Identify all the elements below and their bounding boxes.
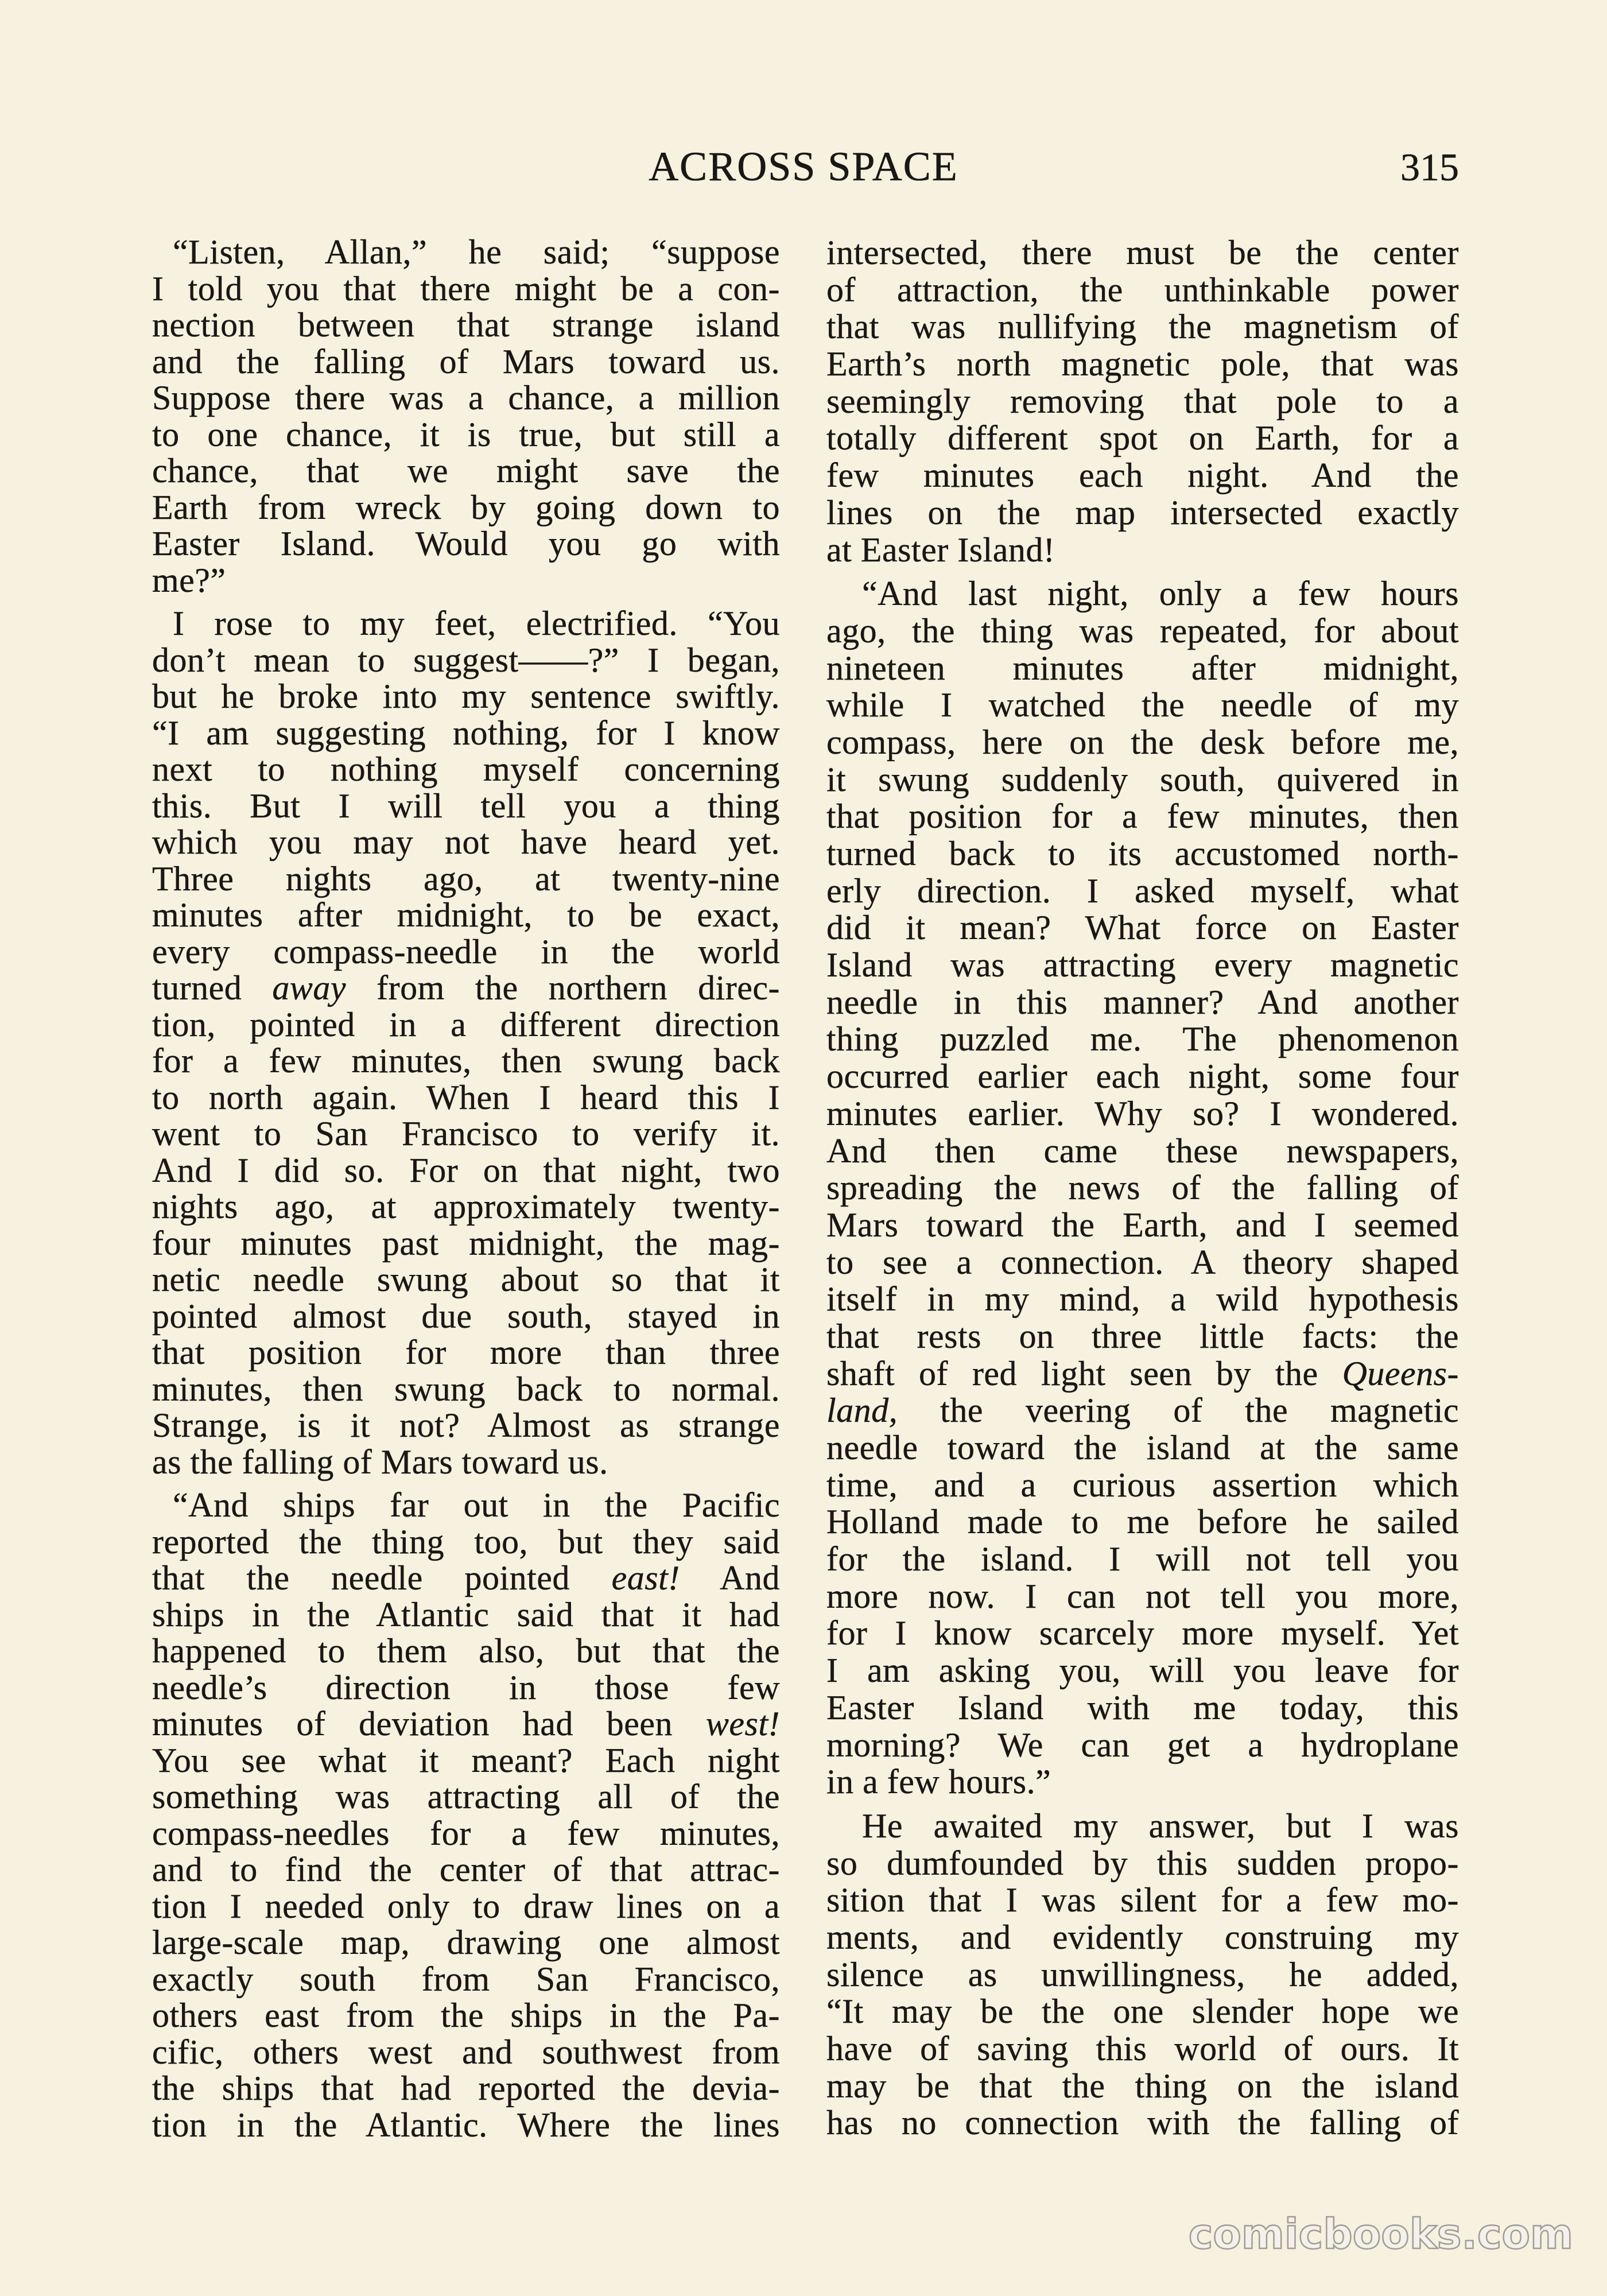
text-line: “Listen, Allan,” he said; “suppose: [173, 233, 780, 271]
text-line: and to find the center of that attrac-: [152, 1851, 780, 1888]
text-line: went to San Francisco to verify it.: [152, 1115, 780, 1153]
text-line: “It may be the one slender hope we: [826, 1992, 1459, 2031]
text-run: shaft of red light seen by the: [826, 1354, 1342, 1393]
text-line: “I am suggesting nothing, for I know: [152, 713, 780, 752]
text-line: for I know scarcely more myself. Yet: [826, 1614, 1459, 1653]
text-line: happened to them also, but that the: [152, 1632, 780, 1670]
text-line: Strange, is it not? Almost as strange: [152, 1406, 780, 1444]
italic-text: west!: [705, 1705, 780, 1743]
text-line: seemingly removing that pole to a: [826, 382, 1459, 420]
text-line: ships in the Atlantic said that it had: [152, 1595, 780, 1634]
text-line: nights ago, at approximately twenty-: [152, 1188, 780, 1225]
text-line: nineteen minutes after midnight,: [826, 649, 1459, 687]
text-line: the ships that had reported the devia-: [152, 2069, 780, 2107]
text-line: Earth’s north magnetic pole, that was: [826, 345, 1459, 383]
text-line: in a few hours.”: [826, 1763, 1051, 1801]
italic-text: Queens-: [1342, 1354, 1459, 1393]
text-line: sition that I was silent for a few mo-: [826, 1881, 1459, 1919]
text-line: tion I needed only to draw lines on a: [152, 1887, 780, 1925]
running-head: ACROSS SPACE: [649, 144, 958, 189]
paragraph: [152, 1487, 780, 2143]
text-line: spreading the news of the falling of: [826, 1169, 1459, 1207]
text-line: [826, 1355, 1459, 1393]
text-line: large-scale map, drawing one almost: [152, 1923, 780, 1961]
text-line: [152, 1560, 780, 1597]
text-line: occurred earlier each night, some four: [826, 1057, 1459, 1096]
left-column: [152, 234, 780, 2143]
text-line: me?”: [152, 561, 226, 599]
text-line: of attraction, the unthinkable power: [826, 270, 1459, 309]
text-line: minutes, then swung back to normal.: [152, 1370, 780, 1408]
text-line: to one chance, it is true, but still a: [152, 415, 780, 453]
text-line: reported the thing too, but they said: [152, 1522, 780, 1561]
paragraph: [152, 606, 780, 1480]
text-line: thing puzzled me. The phenomenon: [826, 1020, 1459, 1058]
text-line: compass, here on the desk before me,: [826, 723, 1459, 761]
text-line: Island was attracting every magnetic: [826, 946, 1459, 984]
paragraph: [826, 234, 1459, 568]
right-column: [826, 234, 1459, 2142]
text-line: and the falling of Mars toward us.: [152, 342, 780, 381]
text-run: turned: [152, 969, 273, 1007]
text-line: while I watched the needle of my: [826, 686, 1459, 724]
text-run: And: [680, 1559, 780, 1597]
text-line: chance, that we might save the: [152, 452, 780, 490]
text-line: which you may not have heard yet.: [152, 823, 780, 861]
text-line: itself in my mind, a wild hypothesis: [826, 1280, 1459, 1318]
text-line: totally different spot on Earth, for a: [826, 419, 1459, 457]
text-line: exactly south from San Francisco,: [152, 1960, 780, 1998]
text-line: lines on the map intersected exactly: [826, 493, 1459, 532]
text-line: every compass-needle in the world: [152, 932, 780, 971]
text-line: time, and a curious assertion which: [826, 1465, 1459, 1504]
text-line: so dumfounded by this sudden propo-: [826, 1844, 1459, 1882]
text-line: silence as unwillingness, he added,: [826, 1955, 1459, 1994]
text-line: that position for a few minutes, then: [826, 797, 1459, 836]
paragraph: [826, 575, 1459, 1801]
text-line: “And ships far out in the Pacific: [173, 1486, 780, 1524]
text-line: Easter Island. Would you go with: [152, 525, 780, 563]
text-line: compass-needles for a few minutes,: [152, 1814, 780, 1852]
text-line: tion in the Atlantic. Where the lines: [152, 2105, 780, 2144]
text-line: morning? We can get a hydroplane: [826, 1725, 1459, 1764]
text-line: but he broke into my sentence swiftly.: [152, 677, 780, 715]
text-line: ago, the thing was repeated, for about: [826, 611, 1459, 650]
text-line: You see what it meant? Each night: [152, 1741, 780, 1779]
italic-text: east!: [611, 1559, 680, 1597]
text-line: And I did so. For on that night, two: [152, 1151, 780, 1189]
text-line: at Easter Island!: [826, 530, 1055, 569]
text-line: as the falling of Mars toward us.: [152, 1442, 608, 1481]
text-line: needle in this manner? And another: [826, 983, 1459, 1021]
paragraph: [826, 1808, 1459, 2142]
text-line: that was nullifying the magnetism of: [826, 308, 1459, 346]
text-line: needle toward the island at the same: [826, 1429, 1459, 1467]
text-line: intersected, there must be the center: [826, 234, 1459, 272]
text-line: And then came these newspapers,: [826, 1131, 1459, 1170]
text-line: Mars toward the Earth, and I seemed: [826, 1205, 1459, 1244]
text-run: that the needle pointed: [152, 1559, 612, 1597]
text-line: ments, and evidently construing my: [826, 1918, 1459, 1956]
text-line: erly direction. I asked myself, what: [826, 871, 1459, 910]
text-line: [152, 1706, 780, 1743]
text-line: that rests on three little facts: the: [826, 1317, 1459, 1355]
text-line: don’t mean to suggest——?” I began,: [152, 641, 780, 679]
text-line: to north again. When I heard this I: [152, 1078, 780, 1116]
text-line: Suppose there was a chance, a million: [152, 379, 780, 417]
text-line: I rose to my feet, electrified. “You: [173, 604, 780, 642]
text-line: [826, 1392, 1459, 1429]
text-line: Holland made to me before he sailed: [826, 1503, 1459, 1541]
page-number: 315: [1400, 145, 1459, 189]
text-line: have of saving this world of ours. It: [826, 2030, 1459, 2068]
text-line: I am asking you, will you leave for: [826, 1651, 1459, 1690]
paragraph: [152, 234, 780, 599]
text-line: next to nothing myself concerning: [152, 750, 780, 788]
text-line: Earth from wreck by going down to: [152, 488, 780, 526]
text-line: pointed almost due south, stayed in: [152, 1297, 780, 1335]
text-line: I told you that there might be a con-: [152, 269, 780, 308]
text-line: few minutes each night. And the: [826, 456, 1459, 495]
text-line: others east from the ships in the Pa-: [152, 1996, 780, 2034]
text-line: more now. I can not tell you more,: [826, 1577, 1459, 1615]
text-line: cific, others west and southwest from: [152, 2033, 780, 2071]
text-line: it swung suddenly south, quivered in: [826, 760, 1459, 798]
text-line: minutes earlier. Why so? I wondered.: [826, 1094, 1459, 1133]
text-run: the veering of the magnetic: [898, 1391, 1459, 1430]
text-run: from the northern direc-: [346, 969, 780, 1007]
watermark: comicbooks.com: [1188, 2210, 1573, 2258]
text-line: may be that the thing on the island: [826, 2066, 1459, 2105]
text-line: that position for more than three: [152, 1333, 780, 1371]
text-line: needle’s direction in those few: [152, 1668, 780, 1707]
text-line: did it mean? What force on Easter: [826, 909, 1459, 947]
text-line: [152, 970, 780, 1007]
text-line: four minutes past midnight, the mag-: [152, 1224, 780, 1262]
text-line: He awaited my answer, but I was: [862, 1806, 1459, 1845]
text-line: this. But I will tell you a thing: [152, 786, 780, 825]
text-run: minutes of deviation had been: [152, 1705, 706, 1743]
text-line: turned back to its accustomed north-: [826, 835, 1459, 872]
text-line: netic needle swung about so that it: [152, 1261, 780, 1298]
text-line: to see a connection. A theory shaped: [826, 1243, 1459, 1281]
text-line: “And last night, only a few hours: [862, 575, 1459, 613]
italic-text: away: [272, 969, 347, 1007]
italic-text: land,: [826, 1391, 898, 1430]
text-line: has no connection with the falling of: [826, 2104, 1459, 2142]
text-line: minutes after midnight, to be exact,: [152, 896, 780, 934]
text-line: nection between that strange island: [152, 306, 780, 344]
text-line: for a few minutes, then swung back: [152, 1042, 780, 1080]
text-line: something was attracting all of the: [152, 1778, 780, 1816]
text-line: Three nights ago, at twenty-nine: [152, 859, 780, 898]
text-line: Easter Island with me today, this: [826, 1688, 1459, 1727]
text-line: for the island. I will not tell you: [826, 1540, 1459, 1578]
text-line: tion, pointed in a different direction: [152, 1005, 780, 1044]
